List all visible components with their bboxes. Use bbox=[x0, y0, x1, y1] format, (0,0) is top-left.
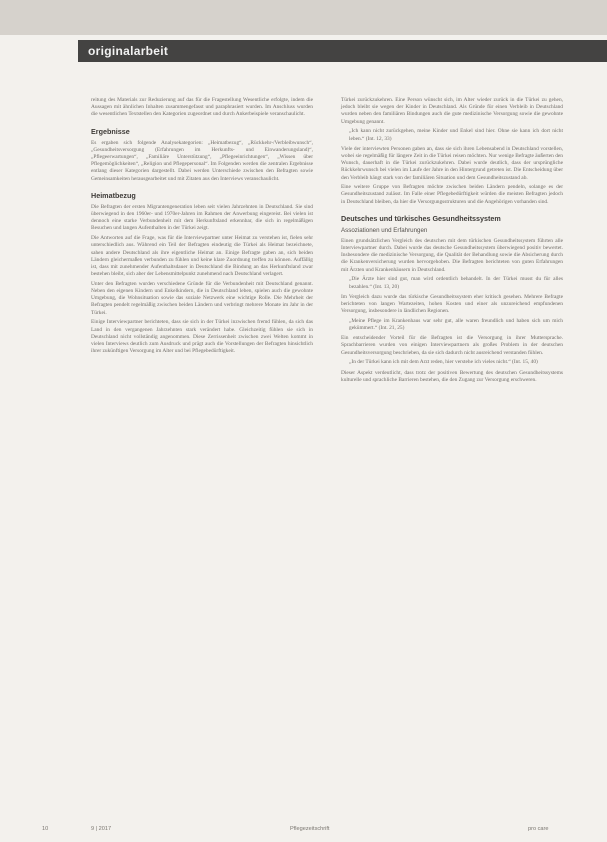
interview-quote: „Ich kann nicht zurückgehen, meine Kinder und Enkel sind hier. Ohne sie kann ich dort nicht leben.“ (Int. 12, 33) bbox=[349, 128, 563, 142]
section-title: originalarbeit bbox=[88, 44, 169, 58]
right-paragraph-2: Viele der interviewten Personen gaben an, dass sie sich ihren Lebensabend in Deutschland vorstellen, wobei sie regelmäßig für längere Zeit in die Türkei reisen möchten. Nur wenige Befragte äußerten den Wunsch, dauerhaft in die Türkei zurückzukehren. Dabei wurde deutlich, dass der ursprüngliche Rückkehrwunsch bei vielen im Laufe der Jahre in den Hintergrund getreten ist. Die Entscheidung über den Verbleib hängt stark von der familiären Situation und dem Gesundheitszustand ab. bbox=[341, 145, 563, 181]
brand-label: pro care bbox=[528, 826, 549, 832]
heimatbezug-paragraph-3: Unter den Befragten wurden verschiedene Gründe für die Verbundenheit mit Deutschland genannt. Neben den eigenen Kindern und Enkelkindern, die in Deutschland leben, spielen auch die gewohnte Umgebung, die Wohnsituation sowie das soziale Netzwerk eine wichtige Rolle. Die Mehrheit der Befragten pendelt regelmäßig zwischen beiden Ländern und verbringt mehrere Monate im Jahr in der Türkei. bbox=[91, 280, 313, 316]
interview-quote: „Meine Pflege im Krankenhaus war sehr gut, alle waren freundlich und haben sich um mich gekümmert.“ (Int. 21, 25) bbox=[349, 317, 563, 332]
interview-quote: „Die Ärzte hier sind gut, man wird ordentlich behandelt. In der Türkei musst du für alles bezahlen.“ (Int. 13, 20) bbox=[349, 276, 563, 290]
health-system-heading: Deutsches und türkisches Gesundheitssystem bbox=[341, 213, 501, 223]
health-paragraph-3: Ein entscheidender Vorteil für die Befragten ist die Versorgung in ihrer Muttersprache. Sprachbarrieren wurden von einigen Interviewpartnern als großes Problem in der deutschen Gesundheitsversorgung beschrieben, da sie sich dadurch nicht ausreichend verstanden fühlen. bbox=[341, 335, 563, 356]
issue-label: 9 | 2017 bbox=[91, 826, 112, 832]
publisher-label: Pflegezeitschrift bbox=[290, 826, 330, 832]
right-column bbox=[341, 97, 563, 387]
heimatbezug-paragraph-2: Die Antworten auf die Frage, was für die Interviewpartner unter Heimat zu verstehen ist, fielen sehr unterschiedlich aus. Während ein Teil der Befragten eindeutig die Türkei als Heimat bezeichnete, sahen andere Deutschland als ihre eigentliche Heimat an. Einige Befragte gaben an, sich beiden Ländern gleichermaßen verbunden zu fühlen und keine klare Zuordnung treffen zu können. Auffällig ist, dass mit zunehmender Aufenthaltsdauer in Deutschland die Bindung an das Herkunftsland zwar bestehen bleibt, sich aber der Lebensmittelpunkt zunehmend nach Deutschland verlagert. bbox=[91, 235, 313, 278]
health-system-subheading: Assoziationen und Erfahrungen bbox=[341, 226, 428, 234]
left-column bbox=[91, 97, 313, 358]
heimatbezug-heading: Heimatbezug bbox=[91, 190, 136, 200]
top-margin-band bbox=[0, 0, 607, 35]
ergebnisse-paragraph: Es ergaben sich folgende Analysekategorien: „Heimatbezug“, „Rückkehr-/Verbleibwunsch“, „Gesundheitsversorgung (Erfahrungen im Herkunfts- und Einwanderungsland)“, „Pflegeerwartungen“, „Familiäre Unterstützung“, „Pflegeeinrichtungen“, „Wissen über Pflegemöglichkeiten“, „Religion und Pflegepersonal“. Im Folgenden werden die zentralen Ergebnisse entlang dieser Kategorien dargestellt. Dabei werden Unterschiede zwischen den Befragten sowie Gemeinsamkeiten herausgearbeitet und mit Zitaten aus den Interviews veranschaulicht. bbox=[91, 139, 313, 182]
right-intro-paragraph: Türkei zurückzukehren. Eine Person wünscht sich, im Alter wieder zurück in die Türkei zu gehen, jedoch bleibt sie wegen der Kinder in Deutschland. Als Gründe für einen Verbleib in Deutschland wurden neben den familiären Bindungen auch die gute medizinische Versorgung sowie die gewohnte Umgebung genannt. bbox=[341, 97, 563, 125]
page-number: 10 bbox=[42, 826, 49, 832]
intro-paragraph: reitung des Materials zur Reduzierung auf das für die Fragestellung Wesentliche erfolgte, indem die Aussagen mit ähnlichen Inhalten zusammengefasst und paraphrasiert wurden. Im Anschluss wurden die wesentlichen Textstellen den Kategorien zugeordnet und durch Ankerbeispiele veranschaulicht. bbox=[91, 97, 313, 118]
heimatbezug-paragraph-1: Die Befragten der ersten Migrantengeneration leben seit vielen Jahrzehnten in Deutschland. Sie sind überwiegend in den 1960er- und 1970er-Jahren im Rahmen der Anwerbung eingereist. Bei vielen ist dennoch eine starke Verbundenheit mit dem Herkunftsland erkennbar, die sich in regelmäßigen Besuchen und langen Aufenthalten in der Türkei zeigt. bbox=[91, 203, 313, 232]
right-paragraph-3: Eine weitere Gruppe von Befragten möchte zwischen beiden Ländern pendeln, solange es der Gesundheitszustand zulässt. Im Falle einer Pflegebedürftigkeit würden die meisten Befragten jedoch in Deutschland bleiben, da hier die Versorgungsstrukturen und die Angehörigen vorhanden sind. bbox=[341, 184, 563, 205]
interview-quote: „In der Türkei kann ich mit dem Arzt reden, hier verstehe ich vieles nicht.“ (Int. 15, 40) bbox=[349, 359, 538, 366]
heimatbezug-paragraph-4: Einige Interviewpartner berichteten, dass sie sich in der Türkei inzwischen fremd fühlen, da sich das Land in den vergangenen Jahrzehnten stark verändert habe. Gleichzeitig fühlen sie sich in Deutschland nicht vollständig angenommen. Diese Zerrissenheit zwischen zwei Welten kommt in vielen Interviews deutlich zum Ausdruck und prägt auch die Vorstellungen der Befragten hinsichtlich ihrer zukünftigen Versorgung im Alter und bei Pflegebedürftigkeit. bbox=[91, 319, 313, 355]
health-paragraph-1: Einen grundsätzlichen Vergleich des deutschen mit dem türkischen Gesundheitssystem führten alle Interviewpartner durch. Dabei wurde das deutsche Gesundheitssystem überwiegend positiv bewertet. Insbesondere die medizinische Versorgung, die Qualität der Behandlung sowie die Absicherung durch die Krankenversicherung wurden hervorgehoben. Die Befragten berichteten von guten Erfahrungen mit Ärzten und Krankenhäusern in Deutschland. bbox=[341, 237, 563, 273]
health-paragraph-2: Im Vergleich dazu wurde das türkische Gesundheitssystem eher kritisch gesehen. Mehrere Befragte berichteten von langen Wartezeiten, hohen Kosten und einer als unzureichend empfundenen Versorgung, insbesondere in ländlichen Regionen. bbox=[341, 293, 563, 315]
health-paragraph-4: Dieser Aspekt verdeutlicht, dass trotz der positiven Bewertung des deutschen Gesundheitssystems kulturelle und sprachliche Barrieren bestehen, die den Zugang zur Versorgung erschweren. bbox=[341, 369, 563, 383]
ergebnisse-heading: Ergebnisse bbox=[91, 126, 130, 136]
